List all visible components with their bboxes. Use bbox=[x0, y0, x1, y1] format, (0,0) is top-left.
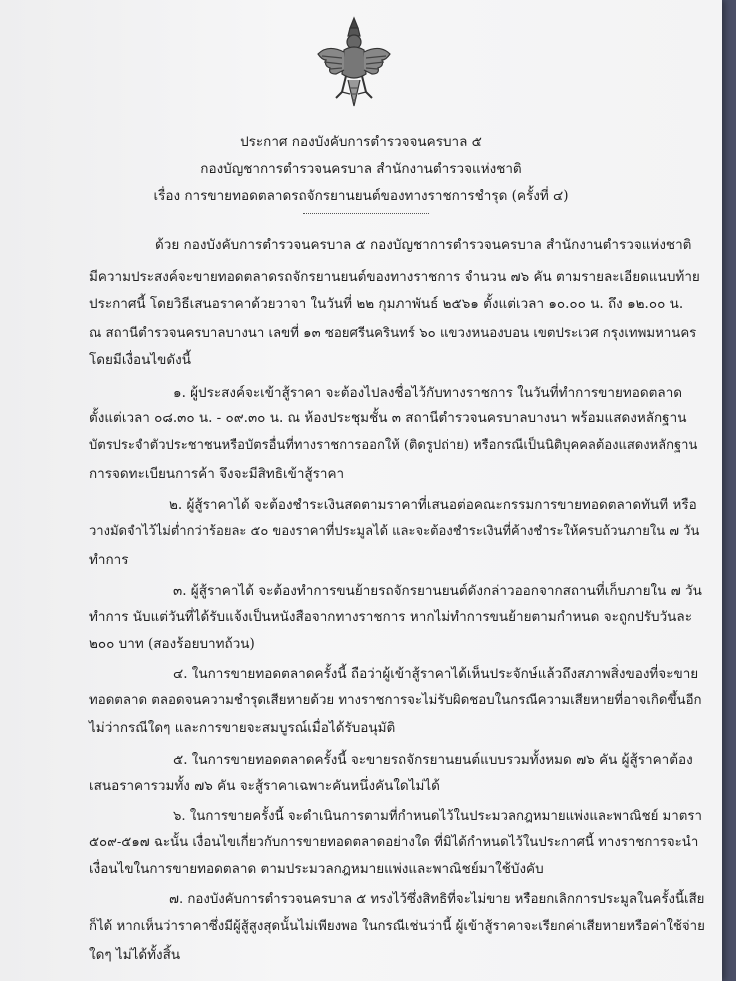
clause-6-line: ๕๐๙-๕๑๗ ฉะนั้น เงื่อนไขเกี่ยวกับการขายทอดตลาดอย่างใด ที่มิได้กำหนดไว้ในประกาศนี้ ทางราชการจะนำ bbox=[89, 835, 699, 850]
issuing-agency: กองบัญชาการตำรวจนครบาล สำนักงานตำรวจแห่งชาติ bbox=[200, 161, 522, 177]
clause-4-line: ไม่ว่ากรณีใดๆ และการขายจะสมบูรณ์เมื่อได้รับอนุมัติ bbox=[89, 720, 396, 736]
intro-line: ประกาศนี้ โดยวิธีเสนอราคาด้วยวาจา ในวันที่ ๒๒ กุมภาพันธ์ ๒๕๖๑ ตั้งแต่เวลา ๑๐.๐๐ น. ถึง ๑๒.๐๐ น. bbox=[89, 296, 684, 312]
clause-5-line: เสนอราคารวมทั้ง ๗๖ คัน จะสู้ราคาเฉพาะคันหนึ่งคันใดไม่ได้ bbox=[89, 778, 440, 794]
clause-3-line: ๓. ผู้สู้ราคาได้ จะต้องทำการขนย้ายรถจักรยานยนต์ดังกล่าวออกจากสถานที่เก็บภายใน ๗ วัน bbox=[173, 583, 702, 599]
clause-6-line: ๖. ในการขายครั้งนี้ จะดำเนินการตามที่กำหนดไว้ในประมวลกฎหมายแพ่งและพาณิชย์ มาตรา bbox=[173, 809, 702, 824]
clause-3-line: ทำการ นับแต่วันที่ได้รับแจ้งเป็นหนังสือจากทางราชการ หากไม่ทำการขนย้ายตามกำหนด จะถูกปรับวันละ bbox=[89, 609, 692, 625]
subject-line: เรื่อง การขายทอดตลาดรถจักรยานยนต์ของทางราชการชำรุด (ครั้งที่ ๔) bbox=[153, 188, 569, 204]
clause-2-line: ทำการ bbox=[89, 552, 129, 568]
garuda-emblem-icon bbox=[314, 14, 394, 110]
clause-7-line: ๗. กองบังคับการตำรวจนครบาล ๕ ทรงไว้ซึ่งสิทธิที่จะไม่ขาย หรือยกเลิกการประมูลในครั้งนี้เสีย bbox=[169, 892, 705, 907]
clause-1-line: ๑. ผู้ประสงค์จะเข้าสู้ราคา จะต้องไปลงชื่อไว้กับทางราชการ ในวันที่ทำการขายทอดตลาด bbox=[173, 385, 683, 401]
clause-1-line: การจดทะเบียนการค้า จึงจะมีสิทธิเข้าสู้ราคา bbox=[89, 466, 345, 482]
clause-6-line: เงื่อนไขในการขายทอดตลาด ตามประมวลกฎหมายแพ่งและพาณิชย์มาใช้บังคับ bbox=[89, 861, 544, 877]
clause-7-line: ก็ได้ หากเห็นว่าราคาซึ่งมีผู้สู้สูงสุดนั้นไม่เพียงพอ ในกรณีเช่นว่านี้ ผู้เข้าสู้ราคาจะเรียกค่าเสียหายหรือค่าใช้จ่าย bbox=[89, 919, 705, 934]
clause-7-line: ใดๆ ไม่ได้ทั้งสิ้น bbox=[89, 947, 181, 963]
clause-3-line: ๒๐๐ บาท (สองร้อยบาทถ้วน) bbox=[89, 636, 255, 652]
clause-5-line: ๕. ในการขายทอดตลาดครั้งนี้ จะขายรถจักรยานยนต์แบบรวมทั้งหมด ๗๖ คัน ผู้สู้ราคาต้อง bbox=[173, 752, 693, 768]
intro-line: ณ สถานีตำรวจนครบาลบางนา เลขที่ ๑๓ ซอยศรีนครินทร์ ๖๐ แขวงหนองบอน เขตประเวศ กรุงเทพมหานคร bbox=[89, 326, 697, 341]
clause-1-line: บัตรประจำตัวประชาชนหรือบัตรอื่นที่ทางราชการออกให้ (ติดรูปถ่าย) หรือกรณีเป็นนิติบุคคลต้องแสดงหลักฐาน bbox=[89, 438, 698, 453]
clause-2-line: ๒. ผู้สู้ราคาได้ จะต้องชำระเงินสดตามราคาที่เสนอต่อคณะกรรมการขายทอดตลาดทันที หรือ bbox=[169, 497, 697, 513]
announcement-title: ประกาศ กองบังคับการตำรวจจนครบาล ๕ bbox=[240, 134, 482, 150]
clause-1-line: ตั้งแต่เวลา ๐๘.๓๐ น. - ๐๙.๓๐ น. ณ ห้องประชุมชั้น ๓ สถานีตำรวจนครบาลบางนา พร้อมแสดงหลักฐาน bbox=[89, 410, 687, 426]
clause-4-line: ทอดตลาด ตลอดจนความชำรุดเสียหายด้วย ทางราชการจะไม่รับผิดชอบในกรณีความเสียหายที่อาจเกิดขึ้นอีก bbox=[89, 693, 702, 708]
intro-line: โดยมีเงื่อนไขดังนี้ bbox=[89, 352, 191, 368]
intro-line: ด้วย กองบังคับการตำรวจนครบาล ๕ กองบัญชาการตำรวจนครบาล สำนักงานตำรวจแห่งชาติ bbox=[155, 237, 692, 253]
clause-2-line: วางมัดจำไว้ไม่ต่ำกว่าร้อยละ ๕๐ ของราคาที่ประมูลได้ และจะต้องชำระเงินที่ค้างชำระให้ครบถ้วนภายใน ๗ วัน bbox=[89, 524, 700, 539]
dotted-divider bbox=[303, 213, 429, 214]
intro-line: มีความประสงค์จะขายทอดตลาดรถจักรยานยนต์ของทางราชการ จำนวน ๗๖ คัน ตามรายละเอียดแนบท้าย bbox=[89, 269, 700, 285]
clause-4-line: ๔. ในการขายทอดตลาดครั้งนี้ ถือว่าผู้เข้าสู้ราคาได้เห็นประจักษ์แล้วถึงสภาพสิ่งของที่จะขาย bbox=[173, 666, 699, 682]
